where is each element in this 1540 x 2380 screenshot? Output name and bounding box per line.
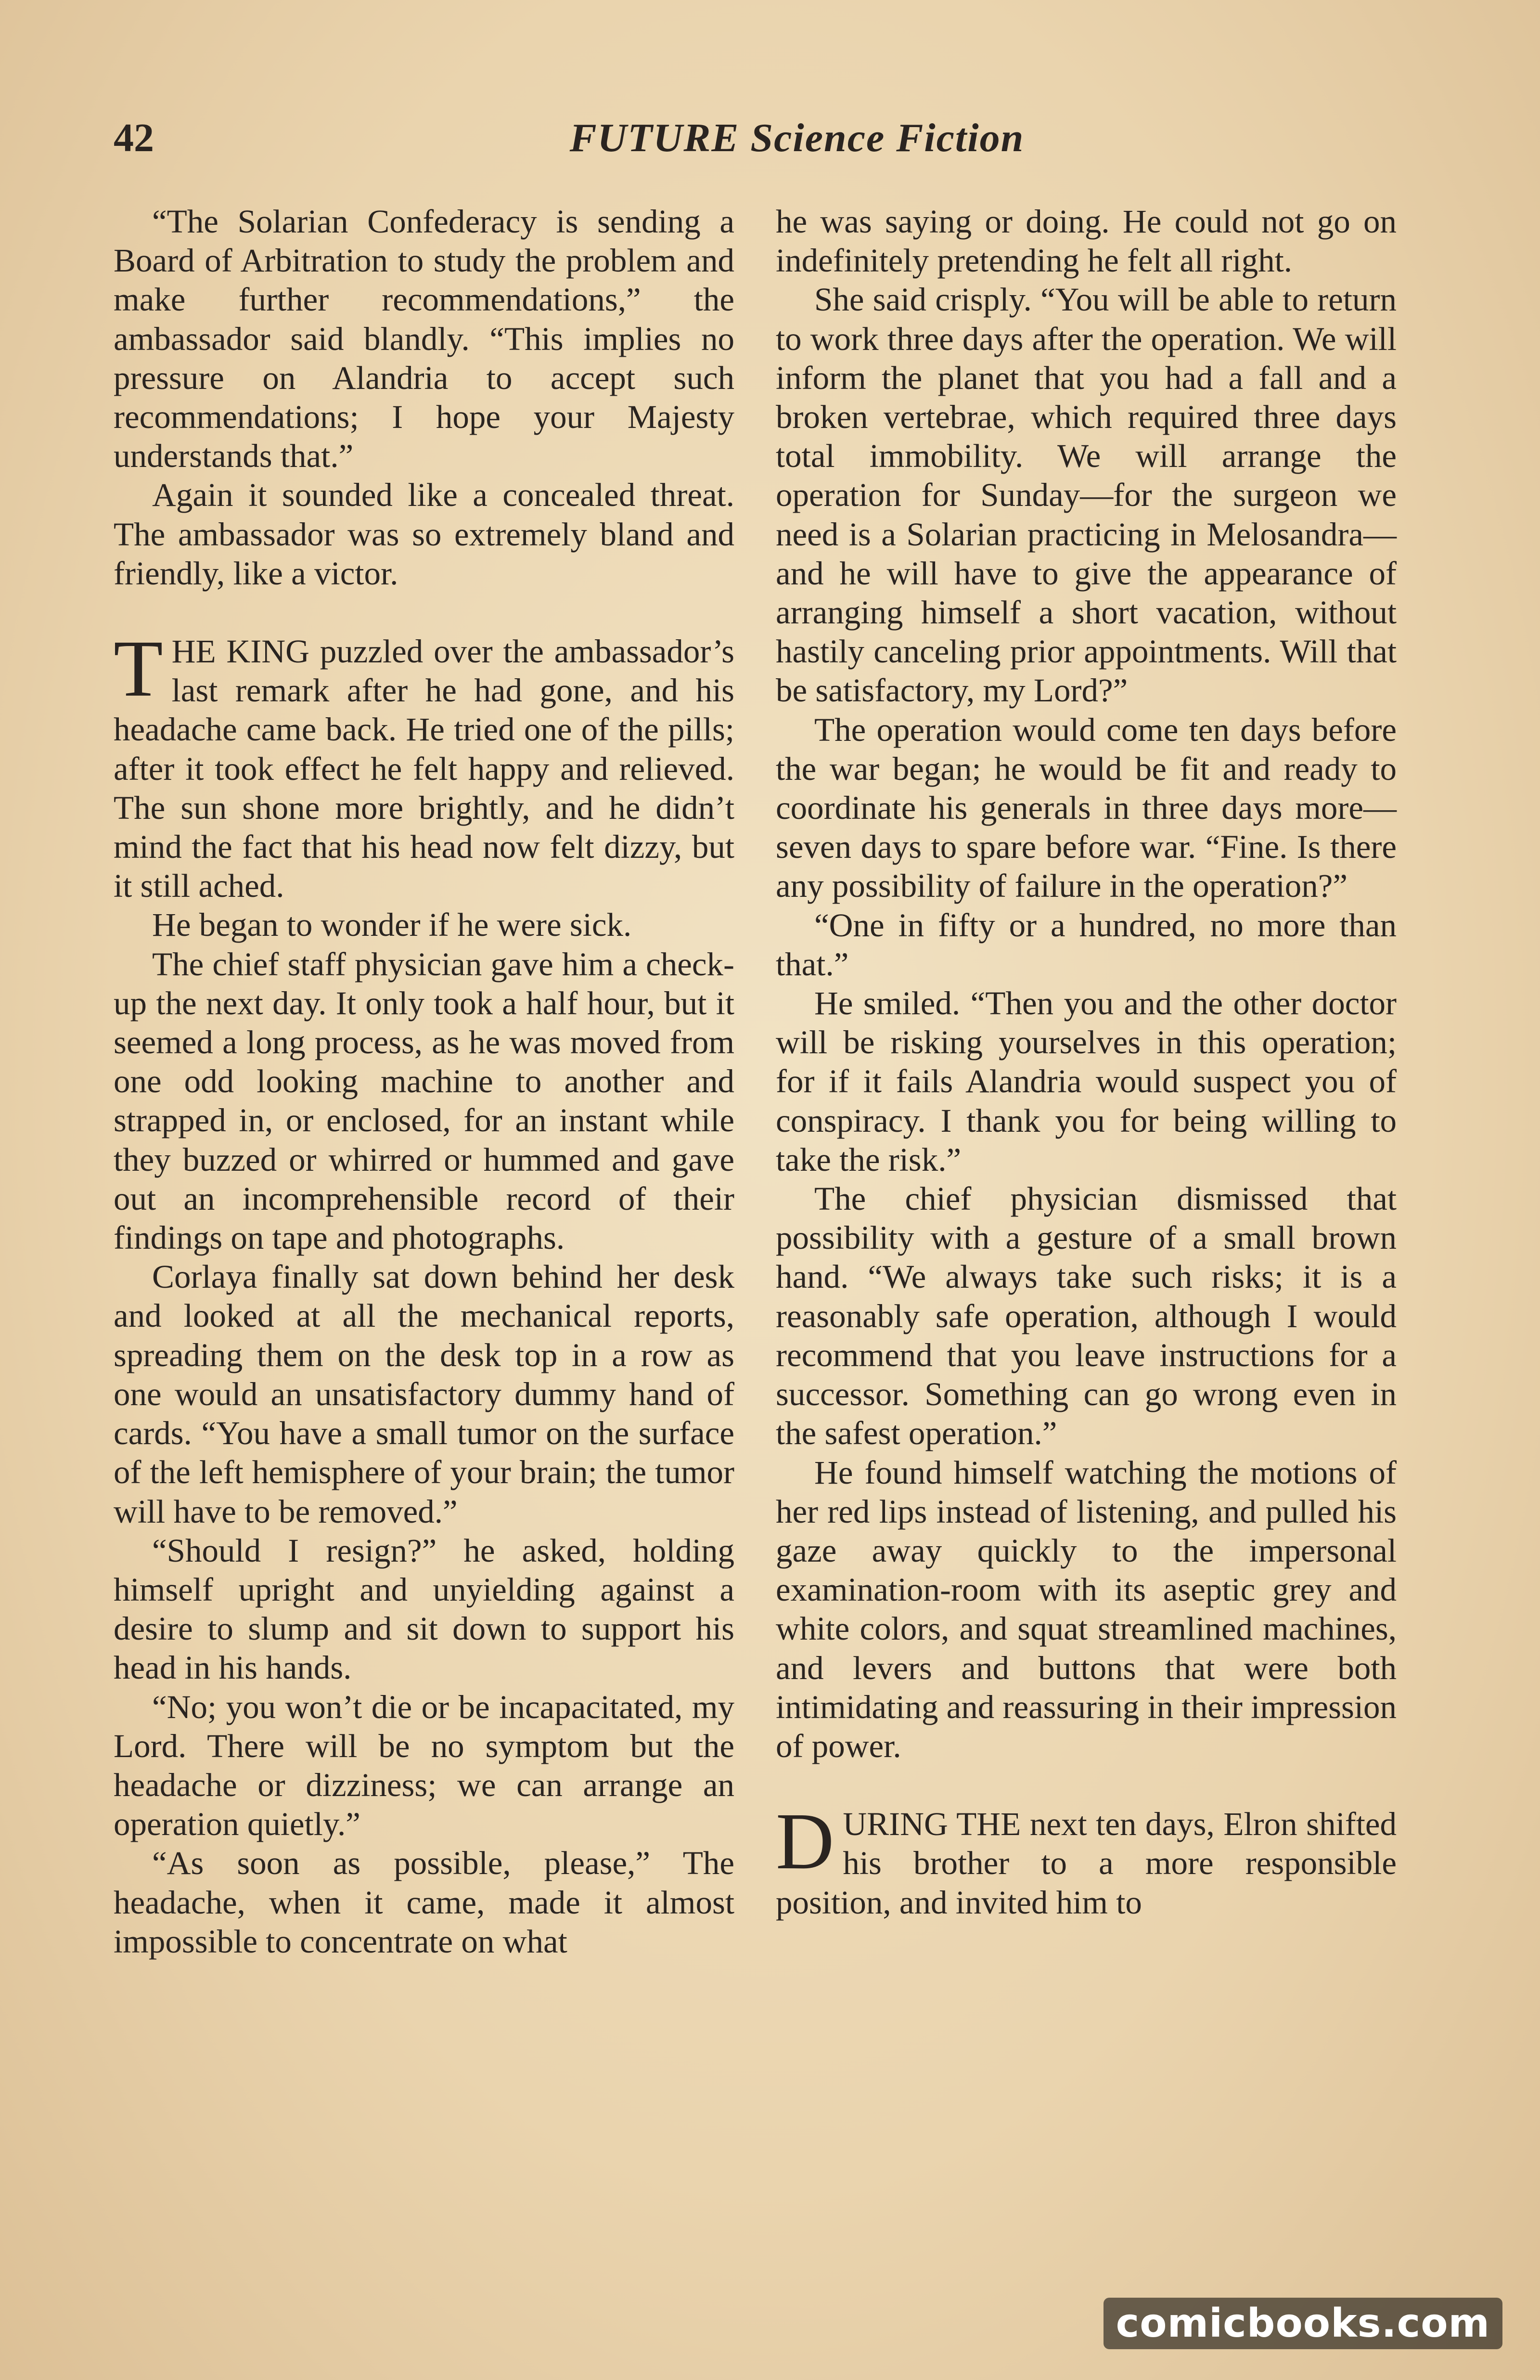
paragraph: “No; you won’t die or be incapacitated, my Lord. There will be no symptom but the headache or dizziness; we can arrange an operation quietly.” xyxy=(114,1688,734,1843)
paragraph: The operation would come ten days before the war began; he would be fit and ready to coordinate his generals in three days more—seven days to spare before war. “Fine. Is there any possibility of failure in the operation?” xyxy=(776,711,1397,905)
paragraph: He smiled. “Then you and the other doctor will be risking yourselves in this operation; for if it fails Alandria would suspect you of conspiracy. I thank you for being willing to take the risk.” xyxy=(776,985,1397,1178)
paragraph: “Should I resign?” he asked, holding himself upright and unyielding against a desire to slump and sit down to support his head in his hands. xyxy=(114,1532,734,1686)
paragraph-dropcap xyxy=(776,1797,1397,1922)
page-header xyxy=(114,115,1480,163)
paragraph-dropcap xyxy=(114,624,734,905)
paragraph: “One in fifty or a hundred, no more than that.” xyxy=(776,906,1397,983)
magazine-title: FUTURE Science Fiction xyxy=(569,116,1025,160)
paragraph: She said crisply. “You will be able to return to work three days after the operation. We will inform the planet that you had a fall and a broken vertebrae, which required three days total immobility. We will arrange the operation for Sunday—for the surgeon we need is a Solarian practicing in Melosandra—and he will have to give the appearance of arranging himself a short vacation, without hastily canceling prior appointments. Will that be satisfactory, my Lord?” xyxy=(776,281,1397,709)
paragraph-text: puzzled over the ambassador’s last remark after he had gone, and his headache came back. He tried one of the pills; after it took effect he felt happy and relieved. The sun shone more brightly, and he didn’t mind the fact that his head now felt dizzy, but it still ached. xyxy=(114,633,734,905)
paragraph: He found himself watching the motions of her red lips instead of listening, and pulled his gaze away quickly to the impersonal examination-room with its aseptic grey and white colors, and squat streamlined machines, and levers and buttons that were both intimidating and reassuring in their impression of power. xyxy=(776,1454,1397,1764)
drop-cap: D xyxy=(776,1797,834,1887)
section-break xyxy=(114,593,734,632)
lead-in-caps: HE KING xyxy=(171,633,309,670)
lead-in-caps: URING THE xyxy=(843,1806,1021,1843)
left-column xyxy=(114,202,734,1961)
paragraph: Corlaya finally sat down behind her desk and looked at all the mechanical reports, spreading them on the desk top in a row as one would an unsatisfactory dummy hand of cards. “You have a small tumor on the surface of the left hemisphere of your brain; the tumor will have to be removed.” xyxy=(114,1258,734,1530)
paragraph: “The Solarian Confederacy is sending a Board of Arbitration to study the problem and make further recommendations,” the ambassador said blandly. “This implies no pressure on Alandria to accept such recommendations; I hope your Majesty understands that.” xyxy=(114,203,734,475)
paragraph: “As soon as possible, please,” The headache, when it came, made it almost impossible to concentrate on what xyxy=(114,1845,734,1960)
section-break xyxy=(776,1766,1397,1805)
right-column xyxy=(776,202,1397,1922)
watermark-logo: comicbooks.com xyxy=(1104,2298,1502,2349)
paragraph: The chief staff physician gave him a check-up the next day. It only took a half hour, but it seemed a long process, as he was moved from one odd looking machine to another and strapped in, or enclosed, for an instant while they buzzed or whirred or hummed and gave out an incomprehensible record of their findings on tape and photographs. xyxy=(114,945,734,1256)
drop-cap: T xyxy=(114,624,163,714)
paragraph: he was saying or doing. He could not go on indefinitely pretending he felt all right. xyxy=(776,203,1397,279)
paragraph-text: next ten days, Elron shifted his brother to a more responsible position, and invited him to xyxy=(776,1806,1397,1921)
paragraph: The chief physician dismissed that possibility with a gesture of a small brown hand. “We always take such risks; it is a reasonably safe operation, although I would recommend that you leave instructions for a successor. Something can go wrong even in the safest operation.” xyxy=(776,1180,1397,1452)
paragraph: Again it sounded like a concealed threat. The ambassador was so extremely bland and friendly, like a victor. xyxy=(114,477,734,592)
page-number: 42 xyxy=(114,116,154,160)
paragraph: He began to wonder if he were sick. xyxy=(152,906,632,944)
